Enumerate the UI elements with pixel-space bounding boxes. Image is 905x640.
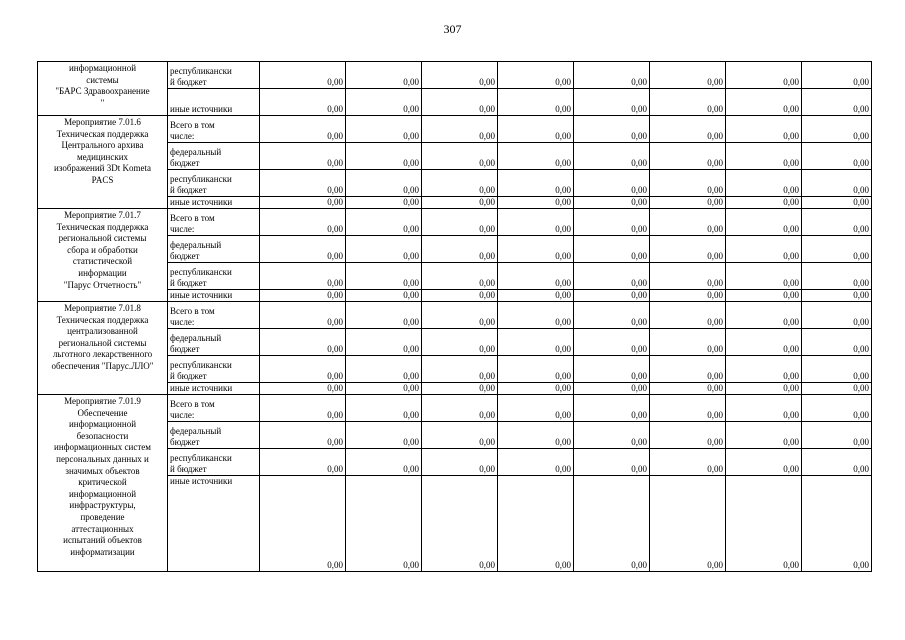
amount-cell: 0,00 — [498, 89, 574, 116]
funding-source-cell — [168, 143, 260, 170]
amount-cell: 0,00 — [498, 449, 574, 476]
funding-source: республикански й бюджет — [170, 267, 232, 288]
amount-cell: 0,00 — [574, 263, 650, 290]
funding-source: иные источники — [170, 476, 233, 486]
amount-cell: 0,00 — [346, 62, 422, 89]
funding-source-cell — [168, 383, 260, 395]
measure-name: Мероприятие 7.01.6 Техническая поддержка Центрального архива медицинских изображений 3Dt Kometa PACS — [54, 117, 151, 185]
amount-cell: 0,00 — [498, 116, 574, 143]
amount-cell: 0,00 — [802, 209, 872, 236]
amount-cell: 0,00 — [650, 476, 726, 572]
amount-cell: 0,00 — [346, 170, 422, 197]
amount-cell: 0,00 — [422, 302, 498, 329]
amount-cell: 0,00 — [498, 356, 574, 383]
amount-cell: 0,00 — [574, 209, 650, 236]
funding-source: иные источники — [170, 383, 233, 393]
amount-cell: 0,00 — [346, 329, 422, 356]
funding-source-cell — [168, 476, 260, 572]
amount-cell: 0,00 — [498, 209, 574, 236]
amount-cell: 0,00 — [346, 356, 422, 383]
funding-source: федеральный бюджет — [170, 333, 222, 354]
table-row — [38, 302, 872, 329]
amount-cell: 0,00 — [498, 197, 574, 209]
amount-cell: 0,00 — [346, 236, 422, 263]
amount-cell: 0,00 — [802, 170, 872, 197]
amount-cell: 0,00 — [498, 263, 574, 290]
amount-cell: 0,00 — [726, 449, 802, 476]
funding-source-cell — [168, 329, 260, 356]
amount-cell: 0,00 — [650, 170, 726, 197]
amount-cell: 0,00 — [498, 395, 574, 422]
amount-cell: 0,00 — [260, 422, 346, 449]
amount-cell: 0,00 — [260, 209, 346, 236]
amount-cell: 0,00 — [574, 476, 650, 572]
amount-cell: 0,00 — [650, 302, 726, 329]
measure-name: Мероприятие 7.01.8 Техническая поддержка централизованной региональной системы льготного лекарственного обеспечения "Парус.ЛЛО" — [51, 303, 154, 371]
amount-cell: 0,00 — [422, 143, 498, 170]
table-body — [38, 62, 872, 572]
amount-cell: 0,00 — [802, 263, 872, 290]
amount-cell: 0,00 — [802, 329, 872, 356]
amount-cell: 0,00 — [346, 476, 422, 572]
amount-cell: 0,00 — [802, 449, 872, 476]
amount-cell: 0,00 — [422, 329, 498, 356]
amount-cell: 0,00 — [650, 263, 726, 290]
amount-cell: 0,00 — [650, 116, 726, 143]
amount-cell: 0,00 — [422, 422, 498, 449]
amount-cell: 0,00 — [422, 449, 498, 476]
amount-cell: 0,00 — [346, 395, 422, 422]
amount-cell: 0,00 — [346, 197, 422, 209]
amount-cell: 0,00 — [726, 62, 802, 89]
table-row — [38, 116, 872, 143]
measure-name-cell — [38, 302, 168, 395]
amount-cell: 0,00 — [260, 302, 346, 329]
amount-cell: 0,00 — [802, 290, 872, 302]
amount-cell: 0,00 — [260, 356, 346, 383]
amount-cell: 0,00 — [802, 116, 872, 143]
amount-cell: 0,00 — [726, 236, 802, 263]
table-row — [38, 209, 872, 236]
funding-source-cell — [168, 62, 260, 89]
funding-source-cell — [168, 236, 260, 263]
amount-cell: 0,00 — [574, 422, 650, 449]
amount-cell: 0,00 — [802, 383, 872, 395]
funding-source: Всего в том числе: — [170, 306, 215, 327]
funding-source: Всего в том числе: — [170, 213, 215, 234]
amount-cell: 0,00 — [802, 356, 872, 383]
funding-source: федеральный бюджет — [170, 147, 222, 168]
amount-cell: 0,00 — [498, 236, 574, 263]
amount-cell: 0,00 — [726, 197, 802, 209]
amount-cell: 0,00 — [650, 209, 726, 236]
amount-cell: 0,00 — [650, 143, 726, 170]
amount-cell: 0,00 — [726, 116, 802, 143]
amount-cell: 0,00 — [422, 116, 498, 143]
funding-source-cell — [168, 89, 260, 116]
measure-name: Мероприятие 7.01.7 Техническая поддержка региональной системы сбора и обработки статистической информации "Парус Отчетность" — [56, 210, 149, 290]
amount-cell: 0,00 — [346, 383, 422, 395]
amount-cell: 0,00 — [422, 62, 498, 89]
amount-cell: 0,00 — [346, 209, 422, 236]
amount-cell: 0,00 — [574, 290, 650, 302]
amount-cell: 0,00 — [260, 143, 346, 170]
amount-cell: 0,00 — [422, 263, 498, 290]
amount-cell: 0,00 — [726, 329, 802, 356]
funding-source: федеральный бюджет — [170, 426, 222, 447]
amount-cell: 0,00 — [260, 395, 346, 422]
amount-cell: 0,00 — [650, 356, 726, 383]
funding-source-cell — [168, 422, 260, 449]
amount-cell: 0,00 — [422, 89, 498, 116]
amount-cell: 0,00 — [574, 329, 650, 356]
amount-cell: 0,00 — [726, 170, 802, 197]
amount-cell: 0,00 — [498, 302, 574, 329]
amount-cell: 0,00 — [650, 422, 726, 449]
table-row — [38, 395, 872, 422]
amount-cell: 0,00 — [726, 143, 802, 170]
amount-cell: 0,00 — [260, 263, 346, 290]
amount-cell: 0,00 — [422, 290, 498, 302]
amount-cell: 0,00 — [422, 197, 498, 209]
measure-name: информационной системы "БАРС Здравоохранение " — [55, 63, 150, 108]
amount-cell: 0,00 — [498, 329, 574, 356]
funding-source: республикански й бюджет — [170, 360, 232, 381]
amount-cell: 0,00 — [726, 383, 802, 395]
amount-cell: 0,00 — [422, 395, 498, 422]
amount-cell: 0,00 — [346, 116, 422, 143]
measure-name: Мероприятие 7.01.9 Обеспечение информационной безопасности информационных систем персональных данных и значимых объектов критической информационной инфраструктуры, проведение аттестационных испытаний объектов информатизации — [54, 396, 151, 557]
measure-name-cell — [38, 209, 168, 302]
amount-cell: 0,00 — [726, 302, 802, 329]
amount-cell: 0,00 — [498, 170, 574, 197]
funding-source-cell — [168, 356, 260, 383]
measure-name-cell — [38, 395, 168, 572]
amount-cell: 0,00 — [498, 476, 574, 572]
amount-cell: 0,00 — [260, 116, 346, 143]
funding-source-cell — [168, 449, 260, 476]
amount-cell: 0,00 — [346, 263, 422, 290]
amount-cell: 0,00 — [260, 476, 346, 572]
funding-table — [37, 61, 872, 572]
amount-cell: 0,00 — [726, 89, 802, 116]
funding-source: федеральный бюджет — [170, 240, 222, 261]
amount-cell: 0,00 — [650, 290, 726, 302]
amount-cell: 0,00 — [260, 236, 346, 263]
funding-source: республикански й бюджет — [170, 66, 232, 87]
amount-cell: 0,00 — [260, 197, 346, 209]
amount-cell: 0,00 — [422, 476, 498, 572]
amount-cell: 0,00 — [422, 356, 498, 383]
amount-cell: 0,00 — [574, 449, 650, 476]
amount-cell: 0,00 — [498, 422, 574, 449]
amount-cell: 0,00 — [650, 395, 726, 422]
amount-cell: 0,00 — [802, 143, 872, 170]
amount-cell: 0,00 — [260, 290, 346, 302]
funding-source-cell — [168, 290, 260, 302]
amount-cell: 0,00 — [650, 89, 726, 116]
amount-cell: 0,00 — [260, 329, 346, 356]
amount-cell: 0,00 — [574, 170, 650, 197]
amount-cell: 0,00 — [726, 263, 802, 290]
amount-cell: 0,00 — [260, 449, 346, 476]
page-number: 307 — [443, 22, 462, 36]
amount-cell: 0,00 — [650, 329, 726, 356]
amount-cell: 0,00 — [574, 89, 650, 116]
funding-source-cell — [168, 395, 260, 422]
amount-cell: 0,00 — [260, 89, 346, 116]
funding-source: республикански й бюджет — [170, 174, 232, 195]
amount-cell: 0,00 — [346, 290, 422, 302]
amount-cell: 0,00 — [260, 170, 346, 197]
amount-cell: 0,00 — [802, 197, 872, 209]
amount-cell: 0,00 — [802, 476, 872, 572]
funding-source: иные источники — [170, 197, 233, 207]
funding-source-cell — [168, 170, 260, 197]
funding-source-cell — [168, 197, 260, 209]
funding-source-cell — [168, 209, 260, 236]
amount-cell: 0,00 — [574, 236, 650, 263]
amount-cell: 0,00 — [574, 383, 650, 395]
amount-cell: 0,00 — [346, 89, 422, 116]
amount-cell: 0,00 — [726, 356, 802, 383]
amount-cell: 0,00 — [574, 143, 650, 170]
amount-cell: 0,00 — [498, 383, 574, 395]
amount-cell: 0,00 — [498, 290, 574, 302]
amount-cell: 0,00 — [498, 62, 574, 89]
amount-cell: 0,00 — [346, 449, 422, 476]
amount-cell: 0,00 — [346, 422, 422, 449]
amount-cell: 0,00 — [726, 422, 802, 449]
funding-source-cell — [168, 263, 260, 290]
amount-cell: 0,00 — [802, 422, 872, 449]
amount-cell: 0,00 — [422, 170, 498, 197]
amount-cell: 0,00 — [574, 356, 650, 383]
amount-cell: 0,00 — [260, 62, 346, 89]
amount-cell: 0,00 — [650, 236, 726, 263]
funding-source: иные источники — [170, 104, 233, 114]
amount-cell: 0,00 — [726, 290, 802, 302]
amount-cell: 0,00 — [260, 383, 346, 395]
amount-cell: 0,00 — [650, 62, 726, 89]
amount-cell: 0,00 — [802, 395, 872, 422]
amount-cell: 0,00 — [802, 302, 872, 329]
funding-source-cell — [168, 302, 260, 329]
amount-cell: 0,00 — [650, 197, 726, 209]
amount-cell: 0,00 — [726, 476, 802, 572]
amount-cell: 0,00 — [422, 236, 498, 263]
amount-cell: 0,00 — [346, 143, 422, 170]
amount-cell: 0,00 — [574, 197, 650, 209]
amount-cell: 0,00 — [422, 383, 498, 395]
funding-source-cell — [168, 116, 260, 143]
amount-cell: 0,00 — [802, 62, 872, 89]
funding-source: иные источники — [170, 290, 233, 300]
funding-source: Всего в том числе: — [170, 120, 215, 141]
funding-source: Всего в том числе: — [170, 399, 215, 420]
amount-cell: 0,00 — [574, 116, 650, 143]
amount-cell: 0,00 — [802, 236, 872, 263]
amount-cell: 0,00 — [802, 89, 872, 116]
measure-name-cell — [38, 62, 168, 116]
amount-cell: 0,00 — [346, 302, 422, 329]
measure-name-cell — [38, 116, 168, 209]
table-row — [38, 62, 872, 89]
amount-cell: 0,00 — [574, 395, 650, 422]
amount-cell: 0,00 — [574, 302, 650, 329]
amount-cell: 0,00 — [574, 62, 650, 89]
amount-cell: 0,00 — [650, 383, 726, 395]
amount-cell: 0,00 — [726, 209, 802, 236]
amount-cell: 0,00 — [422, 209, 498, 236]
amount-cell: 0,00 — [498, 143, 574, 170]
funding-source: республикански й бюджет — [170, 453, 232, 474]
amount-cell: 0,00 — [726, 395, 802, 422]
amount-cell: 0,00 — [650, 449, 726, 476]
